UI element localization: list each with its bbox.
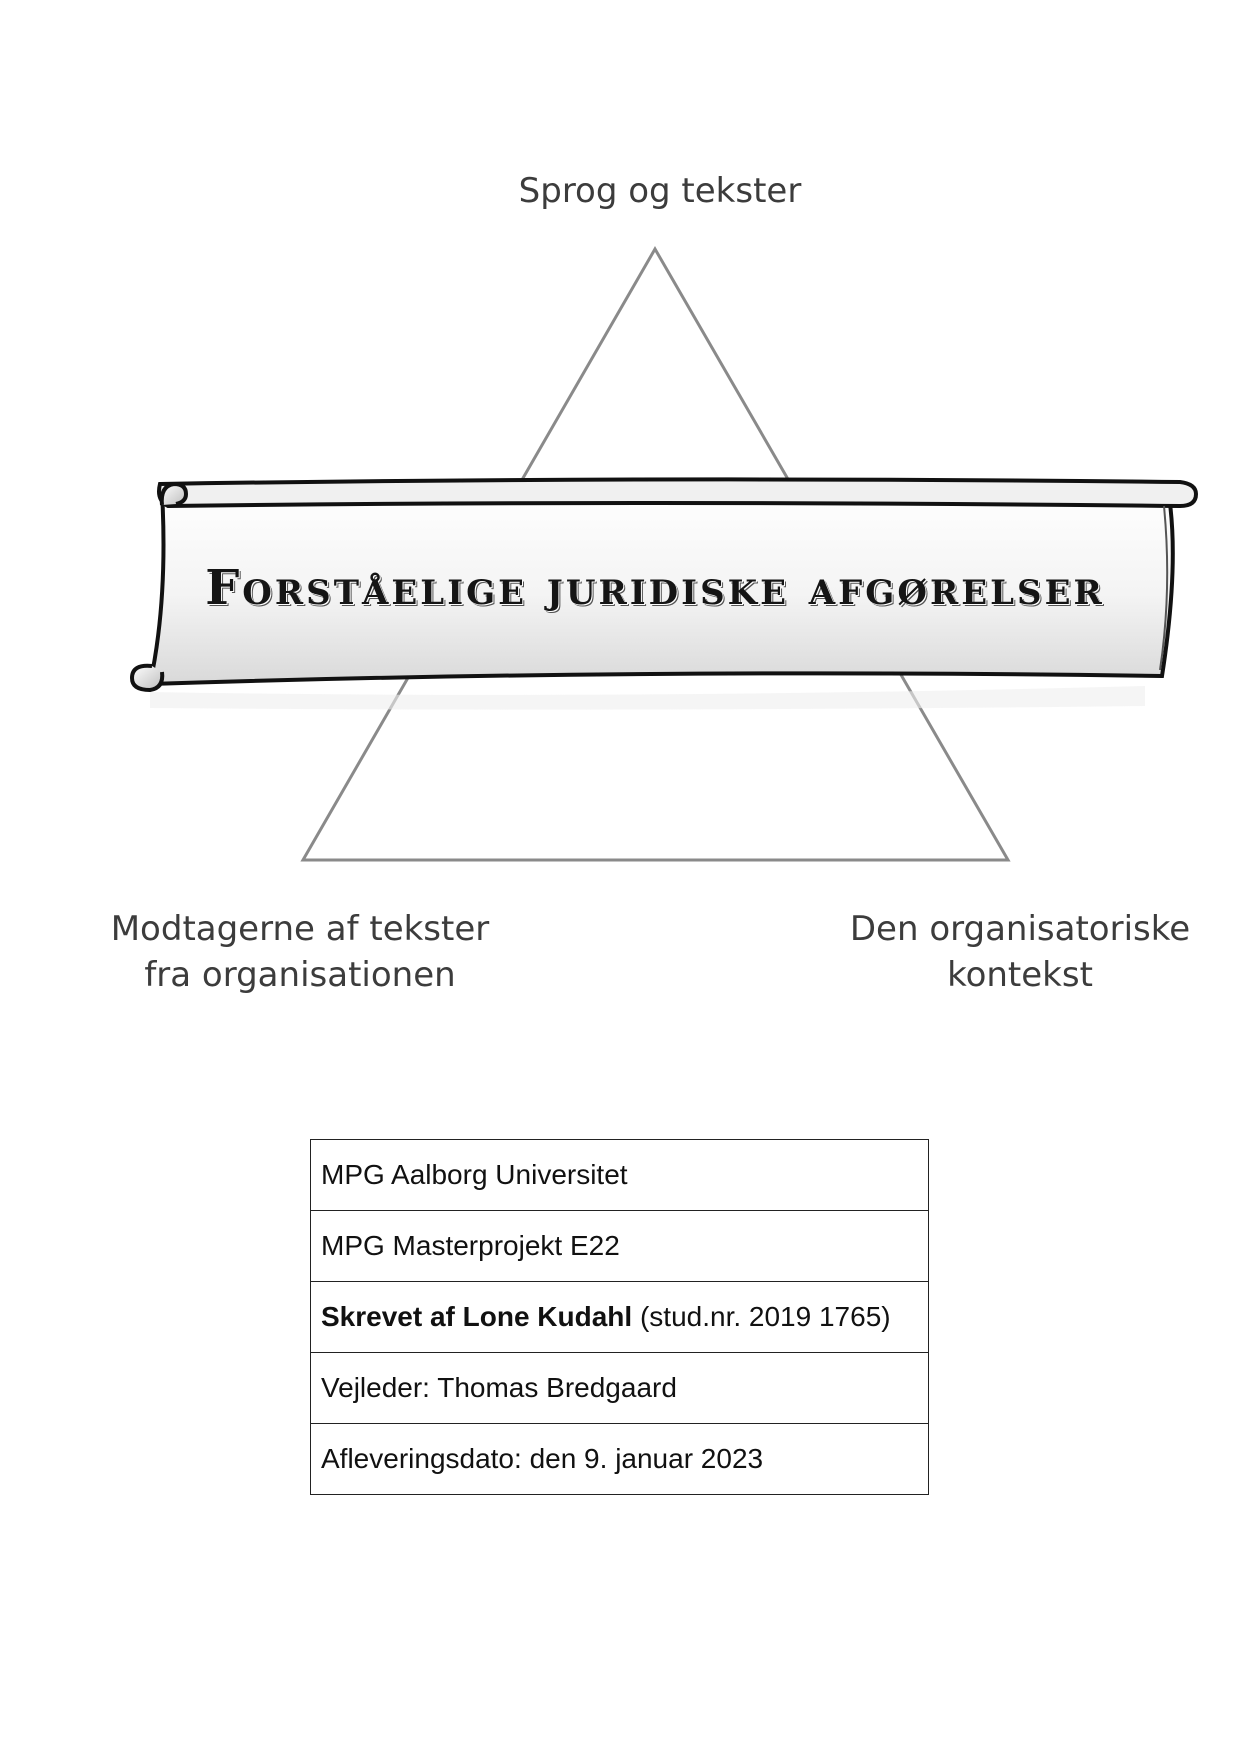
info-table <box>310 1139 929 1495</box>
document-title: Forståelige juridiske afgørelser <box>205 560 1105 616</box>
table-row <box>311 1424 929 1495</box>
table-row <box>311 1140 929 1211</box>
banner-shadow <box>150 686 1145 710</box>
table-row <box>311 1353 929 1424</box>
supervisor-cell: Vejleder: Thomas Bredgaard <box>311 1353 929 1424</box>
label-language-texts: Sprog og tekster <box>518 171 802 211</box>
banner-top-curl <box>162 484 186 505</box>
author-cell <box>311 1282 929 1353</box>
student-number: (stud.nr. 2019 1765) <box>632 1301 891 1332</box>
project-cell: MPG Masterprojekt E22 <box>311 1211 929 1282</box>
author-name: Skrevet af Lone Kudahl <box>321 1301 633 1332</box>
banner-top-roll <box>159 479 1196 506</box>
university-cell: MPG Aalborg Universitet <box>311 1140 929 1211</box>
table-row <box>311 1282 929 1353</box>
label-organisational-context: Den organisatoriske kontekst <box>849 909 1191 995</box>
due-date-cell: Afleveringsdato: den 9. januar 2023 <box>311 1424 929 1495</box>
label-recipients: Modtagerne af tekster fra organisationen <box>110 909 490 995</box>
table-row <box>311 1211 929 1282</box>
